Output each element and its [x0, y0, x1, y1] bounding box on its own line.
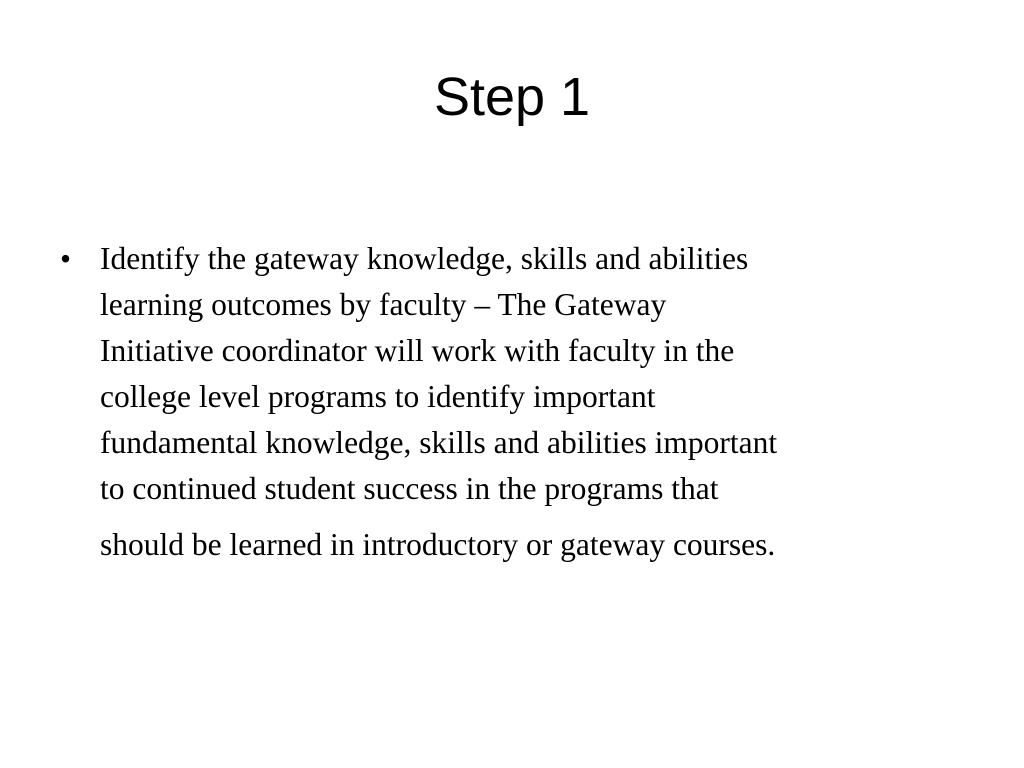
bullet-text-line: should be learned in introductory or gateway courses. [100, 527, 776, 562]
bullet-text-line: college level programs to identify important [100, 379, 656, 414]
bullet-text-line: Identify the gateway knowledge, skills and abilities [100, 241, 749, 276]
bullet-item [60, 236, 970, 568]
bullet-text-line: to continued student success in the programs that [100, 471, 719, 506]
bullet-list [60, 236, 970, 568]
bullet-text-line: Initiative coordinator will work with faculty in the [100, 333, 735, 368]
bullet-text-line: fundamental knowledge, skills and abilities important [100, 425, 778, 460]
bullet-marker: • [60, 241, 72, 276]
bullet-text-line: learning outcomes by faculty – The Gateway [100, 287, 667, 322]
slide-title: Step 1 [433, 67, 591, 127]
